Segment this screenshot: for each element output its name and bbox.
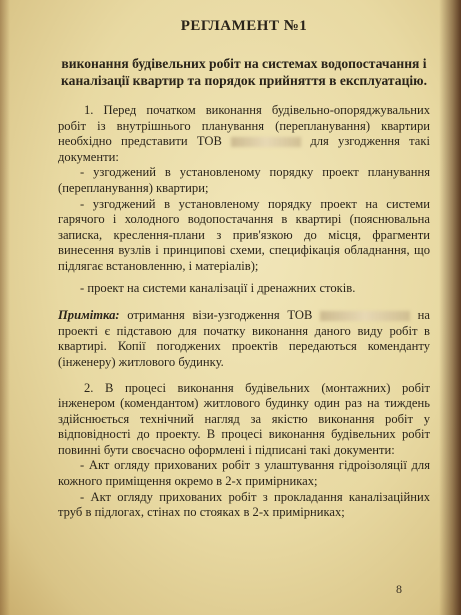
section1-intro-tail: для узгодження такі документи:: [58, 134, 430, 164]
document-body: [58, 10, 430, 521]
section1-intro: [58, 103, 430, 165]
page-shadow-left: [0, 0, 10, 615]
section1-intro-text: 1. Перед початком виконання будівельно-опоряджувальних робіт із внутрішнього планування (перепланування) квартири необхідно представити ТОВ: [58, 103, 430, 149]
page-shadow-right: [439, 0, 461, 615]
section2-item: - Акт огляду прихованих робіт з прокладання каналізаційних труб в підлогах, стінах по стояках в 2-х примірниках;: [58, 489, 430, 520]
section1-item: - узгоджений в установленому порядку проект на системи гарячого і холодного водопостачання в квартирі (пояснювальна записка, креслення-плани з прив'язкою до місця, фрагменти винесення вузлів і принципові схеми, специфікація обладнання, що підлягає встановленню, і матеріалів);: [58, 196, 430, 273]
document-subtitle: виконання будівельних робіт на системах водопостачання і каналізації квартир та порядок прийняття в експлуатацію.: [61, 56, 427, 88]
section2-intro: 2. В процесі виконання будівельних (монтажних) робіт інженером (комендантом) житлового будинку один раз на тиждень здійснюється технічний нагляд за якістю виконання робіт у відповідності до проекту. В процесі виконання будівельних робіт повинні бути своєчасно оформлені і підписані такі документи:: [58, 380, 430, 457]
section1-item: - узгоджений в установленому порядку проект планування (перепланування) квартири;: [58, 165, 430, 195]
redacted-company-name: [231, 137, 301, 147]
redacted-company-name: [320, 311, 410, 321]
page-number: 8: [396, 582, 402, 596]
section1-item: - проект на системи каналізації і дренажних стоків.: [80, 280, 356, 295]
document-title: РЕГЛАМЕНТ №1: [180, 18, 308, 34]
note-text-end: на проекті є підставою для початку виконання даного виду робіт в квартирі. Копії погоджених проектів передаються коменданту (інженеру) житлового будинку.: [58, 308, 431, 369]
section2-item: - Акт огляду прихованих робіт з улаштування гідроізоляції для кожного приміщення окремо в 2-х примірниках;: [58, 458, 430, 489]
note-label: Примітка:: [58, 308, 120, 323]
note-text-start: отримання візи-узгодження ТОВ: [127, 308, 313, 323]
note-paragraph: [58, 308, 430, 370]
